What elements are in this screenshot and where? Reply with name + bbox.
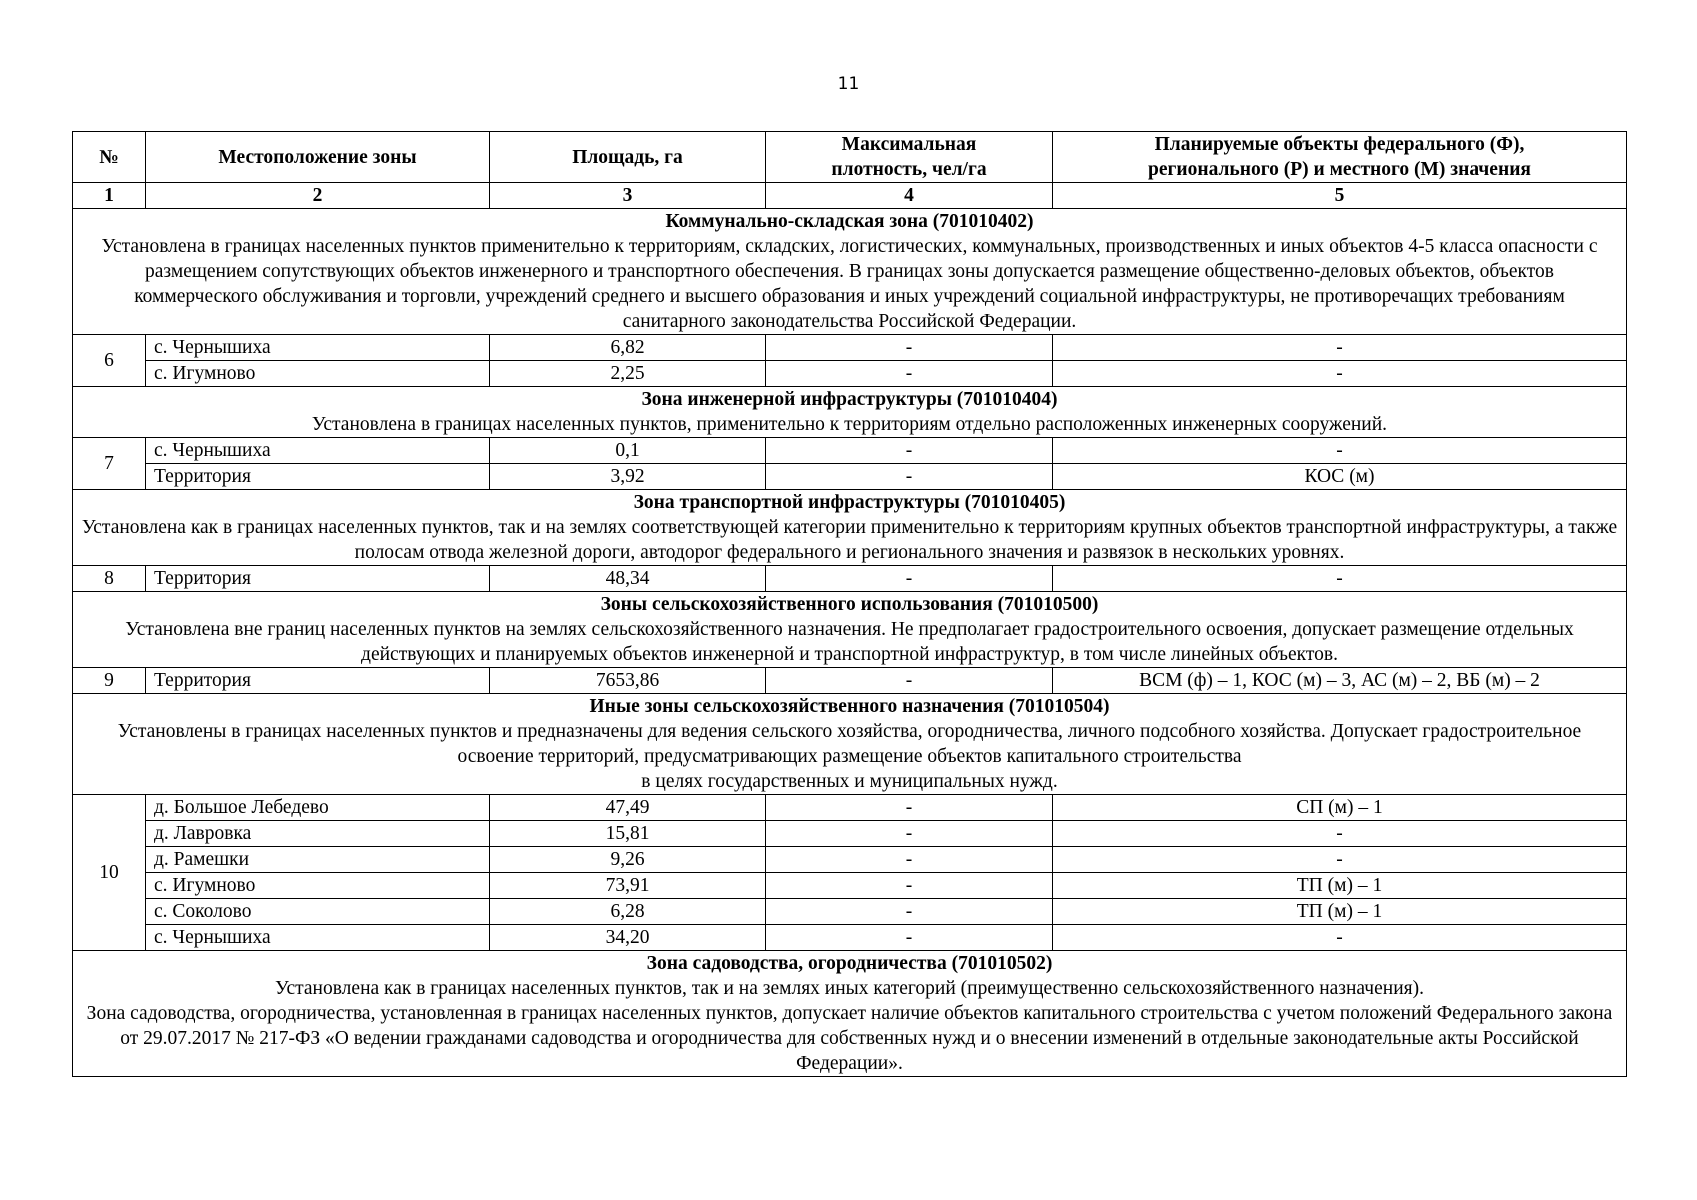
zone-header-row	[73, 387, 1627, 438]
zone-description: Установлена вне границ населенных пунктов на землях сельскохозяйственного назначения. Не предполагает градостроительного освоения, допускает размещение отдельных действующих и планируемых объектов инженерной и транспортной инфраструктур, в том числе линейных объектов.	[125, 619, 1574, 665]
objects-cell: -	[1053, 821, 1627, 847]
zone-title: Зоны сельскохозяйственного использования (701010500)	[600, 594, 1099, 615]
area-cell: 7653,86	[490, 668, 766, 694]
column-number: 5	[1053, 183, 1627, 209]
objects-cell: СП (м) – 1	[1053, 795, 1627, 821]
area-cell: 47,49	[490, 795, 766, 821]
density-cell: -	[766, 821, 1053, 847]
location-cell: Территория	[146, 464, 490, 490]
page-number: 11	[837, 74, 860, 94]
zone-title: Зона садоводства, огородничества (701010502)	[646, 953, 1053, 974]
area-cell: 15,81	[490, 821, 766, 847]
objects-cell: ВСМ (ф) – 1, КОС (м) – 3, АС (м) – 2, ВБ (м) – 2	[1053, 668, 1627, 694]
zone-description-cell	[73, 694, 1627, 795]
zone-title: Коммунально-складская зона (701010402)	[665, 211, 1034, 232]
row-number: 8	[73, 566, 146, 592]
location-cell: д. Большое Лебедево	[146, 795, 490, 821]
objects-cell: -	[1053, 566, 1627, 592]
column-number: 4	[766, 183, 1053, 209]
zone-description: Установлена в границах населенных пунктов применительно к территориям, складских, логистических, коммунальных, производственных и иных объектов 4-5 класса опасности с размещением сопутствующих объектов инженерного и транспортного обеспечения. В границах зоны допускается размещение общественно-деловых объектов, объектов коммерческого обслуживания и торговли, учреждений среднего и высшего образования и иных учреждений социальной инфраструктуры, не противоречащих требованиям санитарного законодательства Российской Федерации.	[101, 236, 1598, 332]
location-cell: с. Игумново	[146, 361, 490, 387]
header-location: Местоположение зоны	[146, 132, 490, 183]
density-cell: -	[766, 566, 1053, 592]
density-cell: -	[766, 899, 1053, 925]
table-row	[73, 464, 1627, 490]
header-area: Площадь, га	[490, 132, 766, 183]
zone-header-row	[73, 490, 1627, 566]
zone-header-row	[73, 694, 1627, 795]
zones-table	[72, 131, 1627, 1077]
row-number: 9	[73, 668, 146, 694]
table-row	[73, 335, 1627, 361]
density-cell: -	[766, 464, 1053, 490]
objects-cell: -	[1053, 361, 1627, 387]
header-objects: Планируемые объекты федерального (Ф), регионального (Р) и местного (М) значения	[1053, 132, 1627, 183]
zone-header-row	[73, 209, 1627, 335]
row-number: 10	[73, 795, 146, 951]
objects-cell: -	[1053, 847, 1627, 873]
column-number: 2	[146, 183, 490, 209]
zone-title: Зона инженерной инфраструктуры (701010404)	[641, 389, 1058, 410]
objects-cell: ТП (м) – 1	[1053, 899, 1627, 925]
zone-title: Иные зоны сельскохозяйственного назначения (701010504)	[589, 696, 1110, 717]
table-row	[73, 899, 1627, 925]
table-header-row	[73, 132, 1627, 183]
objects-cell: ТП (м) – 1	[1053, 873, 1627, 899]
location-cell: д. Лавровка	[146, 821, 490, 847]
location-cell: с. Чернышиха	[146, 925, 490, 951]
zones-body	[73, 209, 1627, 1077]
objects-cell: -	[1053, 438, 1627, 464]
row-number: 6	[73, 335, 146, 387]
location-cell: с. Чернышиха	[146, 335, 490, 361]
zone-description: Установлена как в границах населенных пунктов, так и на землях соответствующей категории применительно к территориям крупных объектов транспортной инфраструктуры, а также полосам отвода железной дороги, автодорог федерального и регионального значения и развязок в нескольких уровнях.	[81, 517, 1618, 563]
area-cell: 9,26	[490, 847, 766, 873]
zone-description: Установлены в границах населенных пунктов и предназначены для ведения сельского хозяйства, огородничества, личного подсобного хозяйства. Допускает градостроительное освоение территорий, предусматривающих размещение объектов капитального строительства в целях государственных и муниципальных нужд.	[117, 721, 1582, 792]
density-cell: -	[766, 925, 1053, 951]
density-cell: -	[766, 847, 1053, 873]
zone-header-row	[73, 951, 1627, 1077]
zone-description-cell	[73, 387, 1627, 438]
table-row	[73, 668, 1627, 694]
table-row	[73, 873, 1627, 899]
location-cell: Территория	[146, 566, 490, 592]
area-cell: 73,91	[490, 873, 766, 899]
area-cell: 6,28	[490, 899, 766, 925]
column-number: 1	[73, 183, 146, 209]
zone-header-row	[73, 592, 1627, 668]
row-number: 7	[73, 438, 146, 490]
table-row	[73, 438, 1627, 464]
location-cell: Территория	[146, 668, 490, 694]
location-cell: с. Игумново	[146, 873, 490, 899]
table-row	[73, 821, 1627, 847]
header-density: Максимальная плотность, чел/га	[766, 132, 1053, 183]
density-cell: -	[766, 668, 1053, 694]
density-cell: -	[766, 438, 1053, 464]
location-cell: д. Рамешки	[146, 847, 490, 873]
zone-description-cell	[73, 209, 1627, 335]
objects-cell: -	[1053, 925, 1627, 951]
area-cell: 48,34	[490, 566, 766, 592]
header-number: №	[73, 132, 146, 183]
column-number-row	[73, 183, 1627, 209]
zone-description: Установлена в границах населенных пунктов, применительно к территориям отдельно расположенных инженерных сооружений.	[311, 414, 1388, 435]
column-number: 3	[490, 183, 766, 209]
density-cell: -	[766, 795, 1053, 821]
area-cell: 0,1	[490, 438, 766, 464]
density-cell: -	[766, 873, 1053, 899]
density-cell: -	[766, 361, 1053, 387]
location-cell: с. Чернышиха	[146, 438, 490, 464]
zone-description-cell	[73, 490, 1627, 566]
zone-description: Установлена как в границах населенных пунктов, так и на землях иных категорий (преимущественно сельскохозяйственного назначения). Зона садоводства, огородничества, установленная в границах населенных пунктов, допускает наличие объектов капитального строительства с учетом положений Федерального закона от 29.07.2017 № 217-ФЗ «О ведении гражданами садоводства и огородничества для собственных нужд и о внесении изменений в отдельные законодательные акты Российской Федерации».	[86, 978, 1613, 1074]
table-row	[73, 795, 1627, 821]
location-cell: с. Соколово	[146, 899, 490, 925]
table-row	[73, 925, 1627, 951]
table-row	[73, 847, 1627, 873]
area-cell: 2,25	[490, 361, 766, 387]
table-row	[73, 361, 1627, 387]
area-cell: 3,92	[490, 464, 766, 490]
zone-description-cell	[73, 592, 1627, 668]
zone-description-cell	[73, 951, 1627, 1077]
density-cell: -	[766, 335, 1053, 361]
objects-cell: -	[1053, 335, 1627, 361]
area-cell: 6,82	[490, 335, 766, 361]
area-cell: 34,20	[490, 925, 766, 951]
objects-cell: КОС (м)	[1053, 464, 1627, 490]
table-row	[73, 566, 1627, 592]
zone-title: Зона транспортной инфраструктуры (701010405)	[633, 492, 1066, 513]
